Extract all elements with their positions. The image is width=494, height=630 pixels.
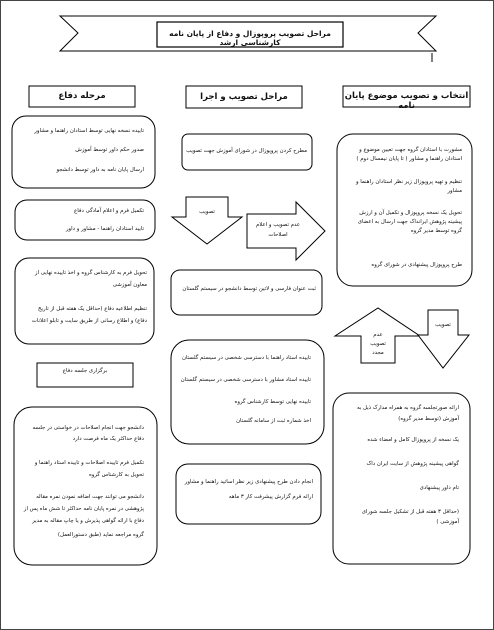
right2-line-1: آموزش (توسط مدیر گروه) [398,416,459,422]
left5-line-5: پژوهشی در نمره پایان نامه حداکثر تا شش ماه پس از [23,506,144,512]
right1-line-1: استادان راهنما و مشاور ( تا پایان نیمسال دوم ) [356,156,462,162]
left1-line-0: تاییده نسخه نهایی توسط استادان راهنما و مشاور [34,128,144,134]
arrow-approve-right [418,310,469,368]
left5-line-1: دفاع حداکثر یک ماه فرصت دارد [72,436,144,442]
right2-line-0: ارائه صورتجلسه گروه به همراه مدارک ذیل به [356,405,459,411]
left3-line-0: تحویل فرم به کارشناس گروه و اخذ تاییده نهایی از [34,270,147,276]
arrow-label-reject-right-0: عدم تصویب و اعلام [255,222,301,228]
mid3-line-0: تاییده استاد راهنما با دسترسی شخصی در سیستم گلستان [181,355,311,361]
right2-line-2: یک نسخه از پروپوزال کامل و امضاء شده [367,437,459,443]
left2-line-1: تایید استادان راهنما - مشاور و داور [65,226,144,232]
mid4-line-1: ارائه فرم گزارش پیشرفت کار ۳ ماهه [228,494,313,500]
right1-line-2: تنظیم و تهیه پروپوزال زیر نظر استادان راهنما و [355,179,462,185]
mid3-line-2: تاییده نهایی توسط کارشناس گروه [234,399,311,405]
header-left: مرحله دفاع [58,91,106,101]
arrow-label-approve-left: تصویب [199,209,215,215]
left5-line-7: گروه مراجعه نماید (طبق دستورالعمل) [57,532,144,538]
right1-line-4: تحویل یک نسخه پروپوزال و تکمیل آن و ارزش [359,210,462,216]
right2-line-6: آموزشی ) [436,519,459,525]
header-middle: مراحل تصویب و اجرا [200,92,288,102]
mid3-line-1: تاییده استاد مشاور با دسترسی شخصی در سیستم گلستان [180,377,311,383]
left5-line-3: تحویل به کارشناس گروه [88,472,144,478]
left5-line-2: تکمیل فرم تاییده اصلاحات و تاییده استاد راهنما و [34,460,144,466]
mid1-line-0: مطرح کردن پروپوزال در شورای آموزش جهت تصویب [186,148,307,154]
right2-line-5: (حداقل ۳ هفته قبل از تشکیل جلسه شورای [361,509,459,515]
right1-line-7: طرح پروپوزال پیشنهادی در شورای گروه [371,262,462,268]
right1-line-0: مشورت با استادان گروه جهت تعیین موضوع و [359,147,462,153]
left5-line-0: دانشجو جهت انجام اصلاحات در خواستی در جلسه [32,425,144,431]
mid3-line-3: اخذ شماره ثبت از سامانه گلستان [236,418,311,424]
right2-line-3: گواهی پیشینه پژوهش از سایت ایران داک [366,461,459,467]
left5-line-6: دفاع با ارائه گواهی پذیرش و یا چاپ مقاله به مدیر [32,518,144,524]
arrow-label-reject-right-1: اصلاحات [268,232,288,238]
mid4-line-0: انجام دادن طرح پیشنهادی زیر نظر اساتید راهنما و مشاور [184,479,313,485]
page-title: مراحل تصویب پروپوزال و دفاع از پایان نامه کارشناسی ارشد [169,29,331,47]
arrow-reject-right [247,202,325,260]
arrow-label-reject-up-2: مجدد [372,350,384,356]
left2-line-0: تکمیل فرم و اعلام آمادگی دفاع [74,208,144,214]
left4-line-0: برگزاری جلسه دفاع [62,368,108,374]
box-left-4 [37,363,133,387]
right1-line-5: پیشینه پژوهش ایرانداک جهت ارسال به اعضای [357,219,462,225]
right1-line-3: مشاور [447,188,462,194]
left1-line-1: صدور حکم داور توسط آموزش [75,147,144,153]
left3-line-3: دفاع) و اطلاع رسانی از طریق سایت و تابلو اعلانات [31,318,147,324]
left5-line-4: دانشجو می توانند جهت اضافه نمودن نمره مقاله [36,494,144,500]
arrow-label-reject-up-1: تصویب [370,341,386,347]
header-right: انتخاب و تصویب موضوع پایان نامه [344,91,469,112]
left3-line-2: تنظیم اطلاعیه دفاع (حداقل یک هفته قبل از تاریخ [38,306,147,312]
box-left-2 [15,200,155,240]
right1-line-6: گروه توسط مدیر گروه [410,228,462,234]
left1-line-2: ارسال پایان نامه به داور توسط دانشجو [56,167,144,173]
arrow-approve-left [172,197,242,244]
right2-line-4: تام داور پیشنهادی [419,485,459,491]
left3-line-1: معاون آموزشی [112,282,147,288]
arrow-label-approve-right: تصویب [435,322,451,328]
box-mid-2 [171,270,322,315]
arrow-label-reject-up-0: عدم [373,332,383,338]
mid2-line-0: ثبت عنوان فارسی و لاتین توسط دانشجو در سیستم گلستان [182,286,316,292]
